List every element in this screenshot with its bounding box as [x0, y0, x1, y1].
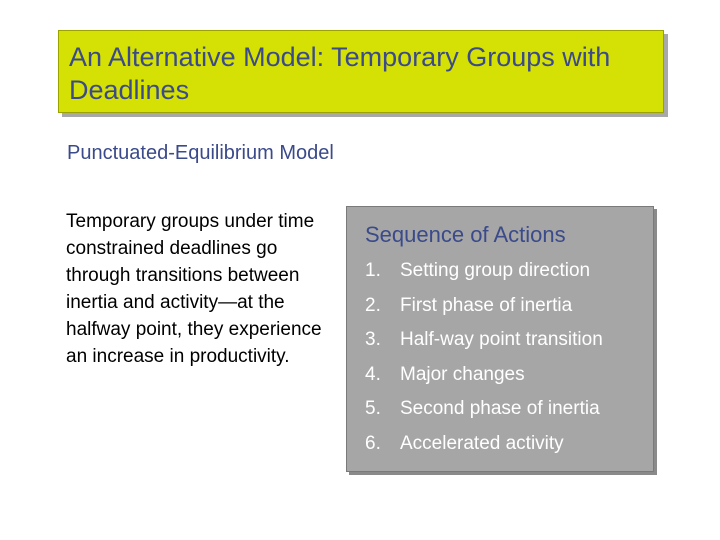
sequence-item [365, 257, 603, 292]
sequence-item-number: 4. [365, 363, 381, 385]
sequence-item-number: 5. [365, 398, 381, 419]
sequence-item-text: Major changes [400, 363, 525, 385]
sequence-title: Sequence of Actions [365, 222, 566, 247]
sequence-item-text: Accelerated activity [400, 432, 564, 454]
description-text: Temporary groups under time constrained deadlines go through transitions between inertia and activity—at the halfway point, they experience an increase in productivity. [66, 211, 322, 367]
sequence-item [365, 292, 603, 327]
slide-title: An Alternative Model: Temporary Groups with Deadlines [69, 42, 611, 105]
sequence-item-number: 6. [365, 432, 381, 454]
sequence-list [365, 257, 603, 464]
sequence-item [365, 326, 603, 361]
sequence-item-number: 3. [365, 329, 381, 350]
slide-title-box [58, 30, 664, 113]
subheading: Punctuated-Equilibrium Model [67, 142, 334, 164]
sequence-item-text: First phase of inertia [400, 294, 573, 316]
sequence-item [365, 395, 603, 430]
sequence-panel [346, 206, 654, 472]
sequence-item [365, 361, 603, 396]
sequence-item-text: Second phase of inertia [400, 398, 600, 419]
sequence-item-text: Half-way point transition [400, 329, 603, 350]
sequence-item-number: 1. [365, 260, 381, 281]
sequence-item [365, 430, 603, 465]
sequence-item-text: Setting group direction [400, 260, 591, 281]
sequence-item-number: 2. [365, 294, 381, 316]
